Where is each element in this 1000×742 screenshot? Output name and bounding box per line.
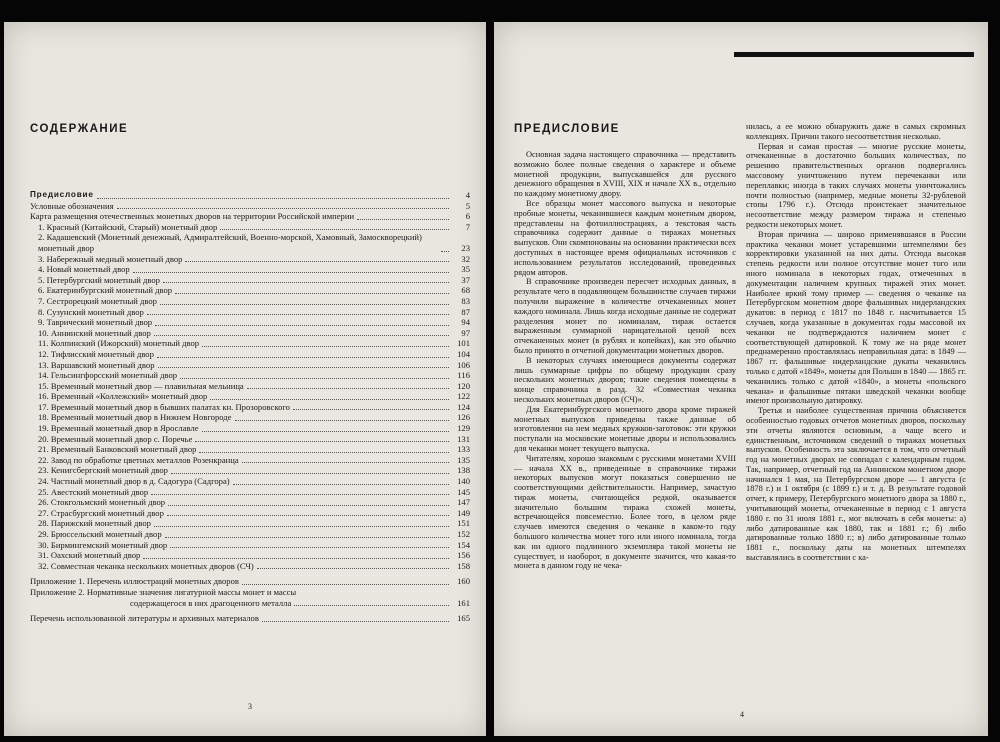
toc-entry-label: 23. Кенигсбергский монетный двор bbox=[38, 465, 168, 476]
toc-entry-label: 20. Временный монетный двор с. Поречье bbox=[38, 433, 193, 444]
toc-entry-label: Приложение 1. Перечень иллюстраций монетных дворов bbox=[30, 576, 239, 587]
toc-entry-page: 23 bbox=[461, 242, 470, 253]
toc-entry-label: 7. Сестрорецкий монетный двор bbox=[38, 295, 157, 306]
toc-entry[interactable] bbox=[30, 550, 470, 561]
table-of-contents bbox=[30, 190, 470, 624]
toc-entry-page: 83 bbox=[461, 295, 470, 306]
toc-entry-page: 145 bbox=[457, 486, 470, 497]
toc-leader-dots bbox=[199, 452, 449, 453]
toc-entry-label: 4. Новый монетный двор bbox=[38, 264, 130, 275]
toc-leader-dots bbox=[143, 558, 449, 559]
toc-entry[interactable] bbox=[30, 508, 470, 519]
toc-entry[interactable] bbox=[30, 317, 470, 328]
toc-entry[interactable] bbox=[30, 587, 470, 598]
toc-entry[interactable] bbox=[30, 391, 470, 402]
toc-entry[interactable] bbox=[30, 529, 470, 540]
toc-leader-dots bbox=[154, 526, 449, 527]
toc-entry-label: 22. Завод по обработке цветных металлов Розенкранца bbox=[38, 454, 239, 465]
toc-entry[interactable] bbox=[30, 190, 470, 201]
text-column-left bbox=[514, 150, 736, 571]
toc-entry-page: 32 bbox=[461, 253, 470, 264]
right-page bbox=[494, 22, 988, 736]
toc-leader-dots bbox=[168, 505, 449, 506]
text-column-right bbox=[746, 122, 966, 563]
toc-entry-page: 4 bbox=[465, 190, 470, 200]
toc-entry-page: 160 bbox=[457, 576, 470, 587]
toc-entry-page: 122 bbox=[457, 391, 470, 402]
toc-entry-label: 28. Парижский монетный двор bbox=[38, 518, 151, 529]
toc-entry-label: 24. Частный монетный двор в д. Садогура (Садгора) bbox=[38, 476, 230, 487]
toc-entry[interactable] bbox=[30, 201, 470, 212]
toc-entry[interactable] bbox=[30, 423, 470, 434]
toc-entry-page: 149 bbox=[457, 507, 470, 518]
toc-entry[interactable] bbox=[30, 444, 470, 455]
toc-entry-page: 6 bbox=[465, 211, 470, 222]
paragraph: Первая и самая простая — многие русские монеты, отчеканенные в достаточно больших количествах, по решению правительственных органов подвергались массовому уничтожению путем перечеканки или переплавки; иногда в таких случаях монеты уничтожались почти полностью (например, медные монеты 32-рублевой стопы 1796 г.). Отсюда проистекает значительное несоответствие между размером тиража и степенью редкости некоторых монет. bbox=[746, 141, 966, 229]
toc-leader-dots bbox=[185, 261, 449, 262]
toc-entry-page: 158 bbox=[457, 560, 470, 571]
toc-leader-dots bbox=[262, 621, 449, 622]
toc-entry-label: 13. Варшавский монетный двор bbox=[38, 359, 155, 370]
toc-entry-page: 147 bbox=[457, 497, 470, 508]
toc-leader-dots bbox=[242, 584, 449, 585]
toc-entry[interactable] bbox=[30, 360, 470, 371]
toc-entry[interactable] bbox=[30, 576, 470, 587]
toc-entry-label: 3. Набережный медный монетный двор bbox=[38, 253, 183, 264]
toc-leader-dots bbox=[133, 272, 449, 273]
toc-entry-label: 31. Оахский монетный двор bbox=[38, 550, 141, 561]
toc-entry[interactable] bbox=[30, 232, 470, 253]
toc-entry-label: Перечень использованной литературы и архивных материалов bbox=[30, 613, 259, 624]
toc-entry[interactable] bbox=[30, 254, 470, 265]
toc-entry[interactable] bbox=[30, 338, 470, 349]
toc-entry[interactable] bbox=[30, 561, 470, 572]
toc-leader-dots bbox=[202, 431, 449, 432]
toc-entry[interactable] bbox=[30, 598, 470, 609]
toc-entry[interactable] bbox=[30, 402, 470, 413]
toc-entry-page: 151 bbox=[457, 518, 470, 529]
toc-entry[interactable] bbox=[30, 434, 470, 445]
toc-entry-page: 138 bbox=[457, 465, 470, 476]
toc-leader-dots bbox=[202, 346, 449, 347]
toc-entry-label: 26. Стокгольмский монетный двор bbox=[38, 497, 166, 508]
toc-entry-label: 15. Временный монетный двор — плавильная мельница bbox=[38, 380, 244, 391]
toc-leader-dots bbox=[155, 325, 449, 326]
toc-entry-page: 129 bbox=[457, 423, 470, 434]
paragraph: Основная задача настоящего справочника — представить возможно более полные сведения о характере и объеме монетной продукции, выпускавшейся для русского денежного обращения в XVIII, XIX и начале XX в., отдельно по каждому монетному двору. bbox=[514, 150, 736, 199]
toc-entry[interactable] bbox=[30, 328, 470, 339]
toc-entry-page: 68 bbox=[461, 285, 470, 296]
toc-leader-dots bbox=[195, 441, 449, 442]
toc-leader-dots bbox=[165, 537, 449, 538]
toc-entry-label: 19. Временный монетный двор в Ярославле bbox=[38, 423, 199, 434]
toc-entry-page: 104 bbox=[457, 348, 470, 359]
toc-entry-page: 131 bbox=[457, 433, 470, 444]
toc-leader-dots bbox=[147, 314, 449, 315]
toc-leader-dots bbox=[170, 547, 449, 548]
toc-leader-dots bbox=[233, 484, 449, 485]
toc-entry[interactable] bbox=[30, 476, 470, 487]
toc-entry-label: Предисловие bbox=[30, 190, 94, 199]
toc-entry-label: 25. Авестский монетный двор bbox=[38, 486, 149, 497]
toc-entry-label: 5. Петербургский монетный двор bbox=[38, 274, 160, 285]
toc-entry-page: 94 bbox=[461, 317, 470, 328]
toc-entry-label: 32. Совместная чеканка нескольких монетных дворов (СЧ) bbox=[38, 560, 254, 571]
toc-entry[interactable] bbox=[30, 540, 470, 551]
toc-leader-dots bbox=[357, 219, 449, 220]
toc-entry-page: 161 bbox=[457, 597, 470, 608]
toc-entry[interactable] bbox=[30, 518, 470, 529]
toc-entry-label: 2. Кадашевский (Монетный денежный, Адмиралтейский, Военно-морской, Хамовный, Замоскворецкий) монетный двор bbox=[38, 232, 422, 253]
toc-entry-label: 18. Временный монетный двор в Нижнем Новгороде bbox=[38, 412, 232, 423]
toc-entry-page: 126 bbox=[457, 412, 470, 423]
toc-entry-page: 135 bbox=[457, 454, 470, 465]
toc-entry[interactable] bbox=[30, 455, 470, 466]
paragraph: Читателям, хорошо знакомым с русскими монетами XVIII — начала XX в., приведенные в справочнике тиражи некоторых выпусков могут показаться совершенно не соответствующими действительности. Например, зачастую тираж монеты, считающейся редкой, оказывается значительно большим тиража схожей монеты, встречающейся повсеместно. Более того, в целом ряде случаев имеются сведения о чеканке в каком-то году большого количества монет того или иного номинала, тогда как ни одного подлинного экземпляра такой монеты не существует, и наоборот, в документе значится, что какая-то монета в данном году не чека- bbox=[514, 453, 736, 571]
toc-entry-page: 156 bbox=[457, 550, 470, 561]
toc-entry[interactable] bbox=[30, 296, 470, 307]
toc-entry-label: Карта размещения отечественных монетных дворов на территории Российской империи bbox=[30, 211, 355, 222]
toc-entry[interactable] bbox=[30, 285, 470, 296]
toc-entry-page: 37 bbox=[461, 274, 470, 285]
toc-entry[interactable] bbox=[30, 211, 470, 222]
toc-entry-label: 16. Временный «Коллежский» монетный двор bbox=[38, 391, 208, 402]
right-page-number: 4 bbox=[740, 710, 744, 719]
paragraph: Третья и наиболее существенная причина объясняется особенностью годовых отчетов монетных дворов, поскольку эти отчеты являются основным, а чаще всего и единственным, источником сведений о тиражах монетных выпусков. Особенность эта заключается в том, что отчетный год на монетных дворах не совпадал с календарным годом. Так, например, отчетный год на Аннинском монетном дворе начинался 1 мая, на Петербургском дворе — 1 августа (с 1878 г.) и 1 октября (с 1899 г.) и т. д. В результате годовой отчет, к примеру, Петербургского монетного двора за 1880 г., учитывающий монеты, отчеканенные в период с 1 августа 1880 г. по 31 июля 1881 г., мог включать в себя монеты: а) либо датированные как 1880, так и 1881 г.; б) либо датированные только 1880 г.; в) либо датированные только 1881 г., поскольку даты на монетных штемпелях выставлялись в соответствии с ка- bbox=[746, 406, 966, 563]
toc-leader-dots bbox=[163, 282, 449, 283]
toc-entry-label: Условные обозначения bbox=[30, 200, 114, 211]
toc-leader-dots bbox=[151, 494, 449, 495]
paragraph: В справочнике произведен пересчет исходных данных, в результате чего в подавляющем большинстве случаев тиражи получили выражение в количестве отчеканенных монет каждого номинала. Лишь когда исходные данные не содержат разделения монет по номиналам, тираж остается выраженным суммарной нарицательной ценой всех отчеканенных монет (в рублях и копейках), как это обычно было принято в отчетной документации монетных дворов. bbox=[514, 277, 736, 355]
toc-entry-label: Приложение 2. Нормативные значения лигатурной массы монет и массы bbox=[30, 586, 297, 597]
toc-leader-dots bbox=[160, 304, 449, 305]
paragraph: Все образцы монет массового выпуска и некоторые пробные монеты, чеканившиеся каждым монетным двором, представлены на фотоиллюстрациях, а текстовая часть справочника содержит данные о тиражах монетных выпусков. Они скомпонованы на основании практически всех доступных в настоящее время официальных источников с использованием результатов исследований, проведенных рядом авторов. bbox=[514, 198, 736, 277]
toc-entry[interactable] bbox=[30, 412, 470, 423]
toc-entry-page: 165 bbox=[457, 613, 470, 624]
toc-entry-page: 154 bbox=[457, 539, 470, 550]
paragraph: В некоторых случаях имеющиеся документы содержат лишь суммарные цифры по общему продукции сразу нескольких монетных дворов; такие сведения помещены в конце справочника в разд. 32 «Совместная чеканка нескольких монетных дворов (СЧ)». bbox=[514, 355, 736, 404]
toc-entry-page: 7 bbox=[465, 221, 470, 232]
toc-entry-label: 14. Гельсингфорсский монетный двор bbox=[38, 370, 178, 381]
toc-entry-label: 1. Красный (Китайский, Старый) монетный двор bbox=[38, 221, 218, 232]
toc-entry[interactable] bbox=[30, 307, 470, 318]
toc-leader-dots bbox=[247, 388, 449, 389]
toc-entry[interactable] bbox=[30, 275, 470, 286]
toc-entry-label: 11. Колпинский (Ижорский) монетный двор bbox=[38, 338, 200, 349]
toc-leader-dots bbox=[180, 378, 449, 379]
toc-leader-dots bbox=[157, 357, 449, 358]
toc-entry-page: 152 bbox=[457, 529, 470, 539]
toc-entry-page: 133 bbox=[457, 444, 470, 455]
toc-entry-page: 97 bbox=[461, 327, 470, 338]
paragraph: Для Екатеринбургского монетного двора кроме тиражей монетных выпусков приведены также данные об изготовлении на нем медных кружков-заготовок: эти кружки поступали на московские монетные дворы и использовались для чеканки монет текущего выпуска. bbox=[514, 404, 736, 453]
toc-entry[interactable] bbox=[30, 222, 470, 233]
toc-leader-dots bbox=[293, 409, 449, 410]
toc-leader-dots bbox=[257, 568, 449, 569]
toc-entry-page: 5 bbox=[465, 200, 470, 211]
toc-entry[interactable] bbox=[30, 349, 470, 360]
toc-entry[interactable] bbox=[30, 381, 470, 392]
left-page-number: 3 bbox=[248, 702, 252, 711]
toc-leader-dots bbox=[97, 198, 449, 199]
toc-entry-page: 116 bbox=[457, 370, 470, 381]
toc-entry-label: 30. Бирмингемский монетный двор bbox=[38, 539, 168, 550]
toc-leader-dots bbox=[294, 605, 449, 606]
toc-entry-page: 35 bbox=[461, 264, 470, 275]
toc-leader-dots bbox=[210, 399, 449, 400]
toc-entry-label: 21. Временный Банковский монетный двор bbox=[38, 444, 197, 455]
toc-entry[interactable] bbox=[30, 264, 470, 275]
preface-title: ПРЕДИСЛОВИЕ bbox=[514, 123, 620, 135]
toc-leader-dots bbox=[441, 251, 449, 252]
toc-leader-dots bbox=[235, 420, 450, 421]
toc-entry[interactable] bbox=[30, 613, 470, 624]
toc-leader-dots bbox=[117, 208, 449, 209]
toc-entry-page: 106 bbox=[457, 359, 470, 370]
toc-leader-dots bbox=[167, 515, 449, 516]
paragraph: Вторая причина — широко применявшаяся в России практика чеканки монет устаревшими штемпелями без корректировки указанной на них даты. Отсюда высокая степень редкости или полное отсутствие монет того или иного номинала в некоторых годах, отмеченных в документации наличием крупных тиражей этих монет. Наиболее яркий тому пример — сведения о чеканке на Петербургском монетном дворе фальшивых нидерландских дукатов: в период с 1817 по 1848 г. насчитывается 15 случаев, когда указанные в документах годы массовой их чеканки не подтверждаются наличием монет с соответствующей датировкой. К тому же на ряде монет преднамеренно проставлялась неправильная дата: в 1849 — 1867 гг. фальшивые нидерландские дукаты чеканились только с датой «1849», монеты для Польши в 1840 — 1865 гг. чеканились только с датой «1840», а монеты «польского чекана» и фальшивые пятаки шведской чеканки вообще имеют произвольную датировку. bbox=[746, 229, 966, 406]
toc-entry-page: 124 bbox=[457, 401, 470, 412]
toc-entry-label: 29. Брюссельский монетный двор bbox=[38, 529, 162, 539]
toc-entry-page: 140 bbox=[457, 476, 470, 487]
toc-leader-dots bbox=[154, 335, 449, 336]
toc-leader-dots bbox=[171, 473, 449, 474]
toc-entry-label: 9. Таврический монетный двор bbox=[38, 317, 153, 328]
paragraph: нилась, а ее можно обнаружить даже в самых скромных коллекциях. Причин такого несоответствия несколько. bbox=[746, 122, 966, 141]
left-page bbox=[4, 22, 486, 736]
toc-entry-label: содержащегося в них драгоценного металла bbox=[130, 597, 292, 608]
header-rule bbox=[734, 52, 974, 57]
toc-entry-label: 27. Страсбургский монетный двор bbox=[38, 507, 164, 518]
toc-leader-dots bbox=[175, 293, 449, 294]
toc-entry-label: 6. Екатеринбургский монетный двор bbox=[38, 285, 173, 296]
toc-entry[interactable] bbox=[30, 497, 470, 508]
toc-leader-dots bbox=[220, 229, 449, 230]
toc-entry-label: 8. Сузунский монетный двор bbox=[38, 306, 144, 317]
toc-leader-dots bbox=[242, 462, 449, 463]
toc-entry[interactable] bbox=[30, 487, 470, 498]
toc-entry[interactable] bbox=[30, 370, 470, 381]
toc-entry-page: 120 bbox=[457, 380, 470, 391]
toc-leader-dots bbox=[158, 367, 450, 368]
toc-entry-label: 12. Тифлисский монетный двор bbox=[38, 348, 154, 359]
toc-entry-page: 87 bbox=[461, 306, 470, 317]
toc-entry-label: 10. Аннинский монетный двор bbox=[38, 327, 151, 338]
toc-entry-page: 101 bbox=[457, 338, 470, 349]
toc-entry-label: 17. Временный монетный двор в бывших палатах кн. Прозоровского bbox=[38, 401, 290, 412]
toc-title: СОДЕРЖАНИЕ bbox=[30, 123, 129, 135]
toc-entry[interactable] bbox=[30, 465, 470, 476]
